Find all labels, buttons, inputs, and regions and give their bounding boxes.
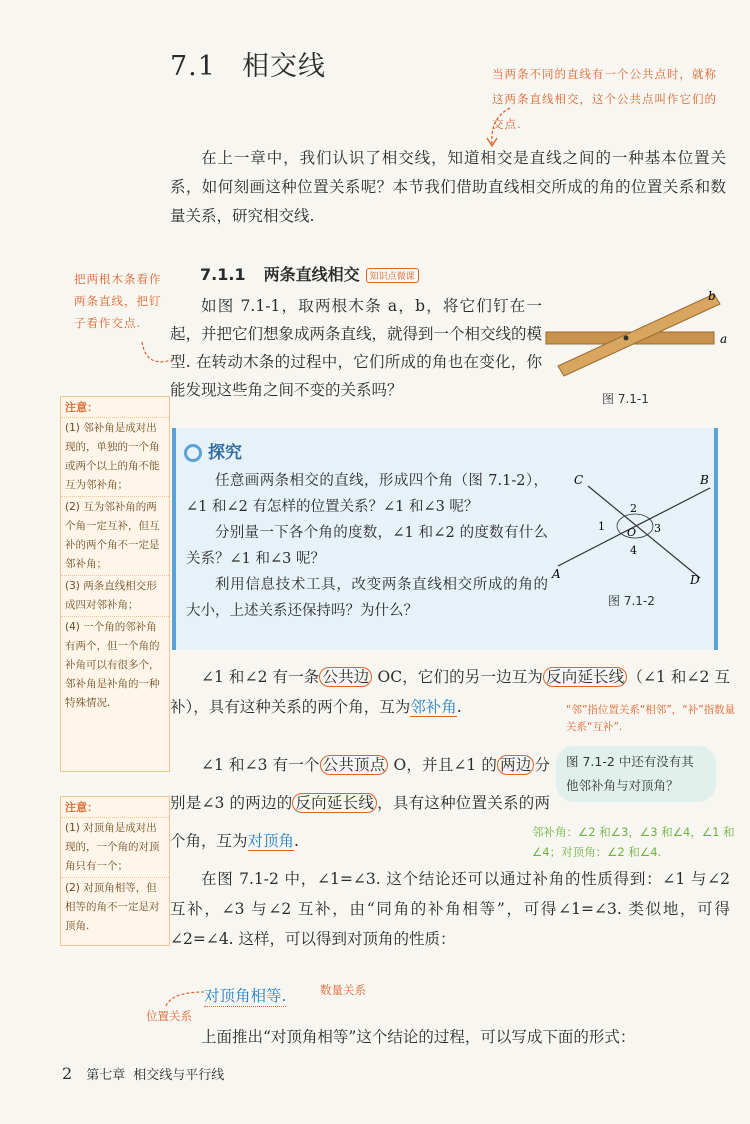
circled-reverse-extension: 反向延长线 [543, 667, 627, 687]
label-b: b [708, 289, 716, 303]
angle-2-label: 2 [630, 502, 637, 515]
intro-paragraph: 在上一章中，我们认识了相交线，知道相交是直线之间的一种基本位置关系，如何刻画这种位置关系呢？本节我们借助直线相交所成的角的位置关系和数量关系，研究相交线. [170, 149, 726, 225]
note-box-header: 注意： [65, 401, 98, 414]
circled-two-sides: 两边 [497, 755, 534, 775]
explore-p1: 任意画两条相交的直线，形成四个角（图 7.1-2），∠1 和∠2 有怎样的位置关系？∠1 和∠3 呢？ [186, 473, 548, 515]
subsection-title-text: 两条直线相交 [263, 265, 360, 284]
label-D: D [690, 573, 700, 587]
page-number: 2 [62, 1064, 73, 1083]
chapter-label: 第七章 [86, 1068, 126, 1083]
circled-common-vertex: 公共顶点 [320, 755, 389, 775]
figure-7-1-2 [548, 470, 718, 590]
text-run: ，具有这种位置关系的两个角，互为 [170, 794, 550, 850]
term-vertical-angles: 对顶角 [247, 832, 295, 850]
note-box-vertical-angles [60, 796, 170, 946]
note-quantity-relation: 数量关系 [320, 983, 366, 997]
explore-heading [184, 438, 242, 463]
margin-note-model: 把两根木条看作两条直线，把钉子看作交点. [74, 272, 162, 330]
explore-icon [184, 444, 202, 462]
note-item: (4) 一个角的邻补角有两个，但一个角的补角可以有很多个，邻补角是补角的一种特殊情况. [61, 616, 169, 714]
section-title-text: 相交线 [241, 51, 326, 82]
label-C: C [574, 473, 584, 487]
text-run: . [294, 832, 299, 850]
text-run: . [456, 698, 462, 716]
chapter-title: 相交线与平行线 [133, 1068, 225, 1083]
text-run: ∠1 和∠3 有一个 [201, 756, 320, 774]
question-bubble: 图 7.1-2 中还有没有其他邻补角与对顶角？ [556, 746, 716, 802]
note-item: (1) 对顶角是成对出现的，一个角的对顶角只有一个； [61, 817, 169, 877]
page-footer [62, 1064, 224, 1083]
label-A: A [552, 567, 561, 581]
note-arrow-position [162, 986, 212, 1010]
figure-caption-7-1-2: 图 7.1-2 [608, 594, 655, 608]
angle-3-label: 3 [654, 522, 661, 535]
label-B: B [700, 473, 709, 487]
margin-note-definition: 当两条不同的直线有一个公共点时，就称这两条直线相交，这个公共点叫作它们的交点. [492, 67, 717, 131]
paragraph-vertical-angles [170, 746, 550, 860]
vertical-angles-property: 对顶角相等. [204, 984, 286, 1007]
label-a: a [720, 332, 728, 346]
paragraph-proof-format: 上面推出“对顶角相等”这个结论的过程，可以写成下面的形式： [201, 1028, 636, 1046]
explore-title: 探究 [208, 443, 242, 463]
subsection-title [200, 262, 419, 285]
note-item: (2) 对顶角相等，但相等的角不一定是对顶角. [61, 877, 169, 937]
explore-p2: 分别量一下各个角的度数，∠1 和∠2 的度数有什么关系？∠1 和∠3 呢？ [186, 525, 548, 567]
section-title [170, 44, 326, 83]
note-box-header: 注意： [65, 801, 98, 814]
text-run: O，并且∠1 的 [388, 756, 498, 774]
note-box-adjacent-angles [60, 396, 170, 772]
angle-1-label: 1 [598, 520, 605, 533]
answer-note: 邻补角：∠2 和∠3，∠3 和∠4，∠1 和∠4；对顶角：∠2 和∠4. [532, 825, 735, 859]
note-position-relation: 位置关系 [146, 1009, 192, 1023]
figure-caption-7-1-1: 图 7.1-1 [602, 392, 649, 406]
subsection-number: 7.1.1 [200, 265, 246, 284]
section-number: 7.1 [170, 51, 216, 82]
note-item: (3) 两条直线相交形成四对邻补角； [61, 575, 169, 616]
text-run: 分别是∠3 的两边的 [170, 756, 550, 812]
text-run: OC，它们的另一边互为 [372, 668, 544, 686]
circled-reverse-extension: 反向延长线 [292, 793, 377, 813]
micro-lesson-tag[interactable]: 知识点微课 [366, 268, 419, 283]
figure-7-1-1 [544, 288, 734, 380]
angle-4-label: 4 [630, 544, 637, 557]
circled-common-side: 公共边 [319, 667, 372, 687]
label-O: O [627, 526, 637, 539]
note-item: (1) 邻补角是成对出现的，单独的一个角或两个以上的角不能互为邻补角； [61, 417, 169, 496]
explore-text [186, 468, 548, 624]
term-adjacent-supplementary: 邻补角 [410, 698, 457, 716]
text-run: ∠1 和∠2 有一条 [201, 668, 320, 686]
margin-note-adjacent-meaning: “邻”指位置关系“相邻”，“补”指数量关系“互补”. [566, 704, 736, 733]
paragraph-supplement-proof: 在图 7.1-2 中，∠1=∠3. 这个结论还可以通过补角的性质得到：∠1 与∠2 互补，∠3 与∠2 互补，由“同角的补角相等”，可得∠1=∠3. 类似地，可得∠2=∠4. 这样，可以得到对顶角的性质： [170, 870, 730, 948]
text-run: （∠1 和∠2 互补），具有这种关系的两个角，互为 [170, 668, 730, 716]
explore-p3: 利用信息技术工具，改变两条直线相交所成的角的大小，上述关系还保持吗？为什么？ [186, 577, 548, 619]
paragraph-wood-model: 如图 7.1-1，取两根木条 a，b，将它们钉在一起，并把它们想象成两条直线，就得到一个相交线的模型. 在转动木条的过程中，它们所成的角也在变化，你能发现这些角之间不变的关系吗？ [170, 297, 543, 399]
note-item: (2) 互为邻补角的两个角一定互补，但互补的两个角不一定是邻补角； [61, 496, 169, 575]
